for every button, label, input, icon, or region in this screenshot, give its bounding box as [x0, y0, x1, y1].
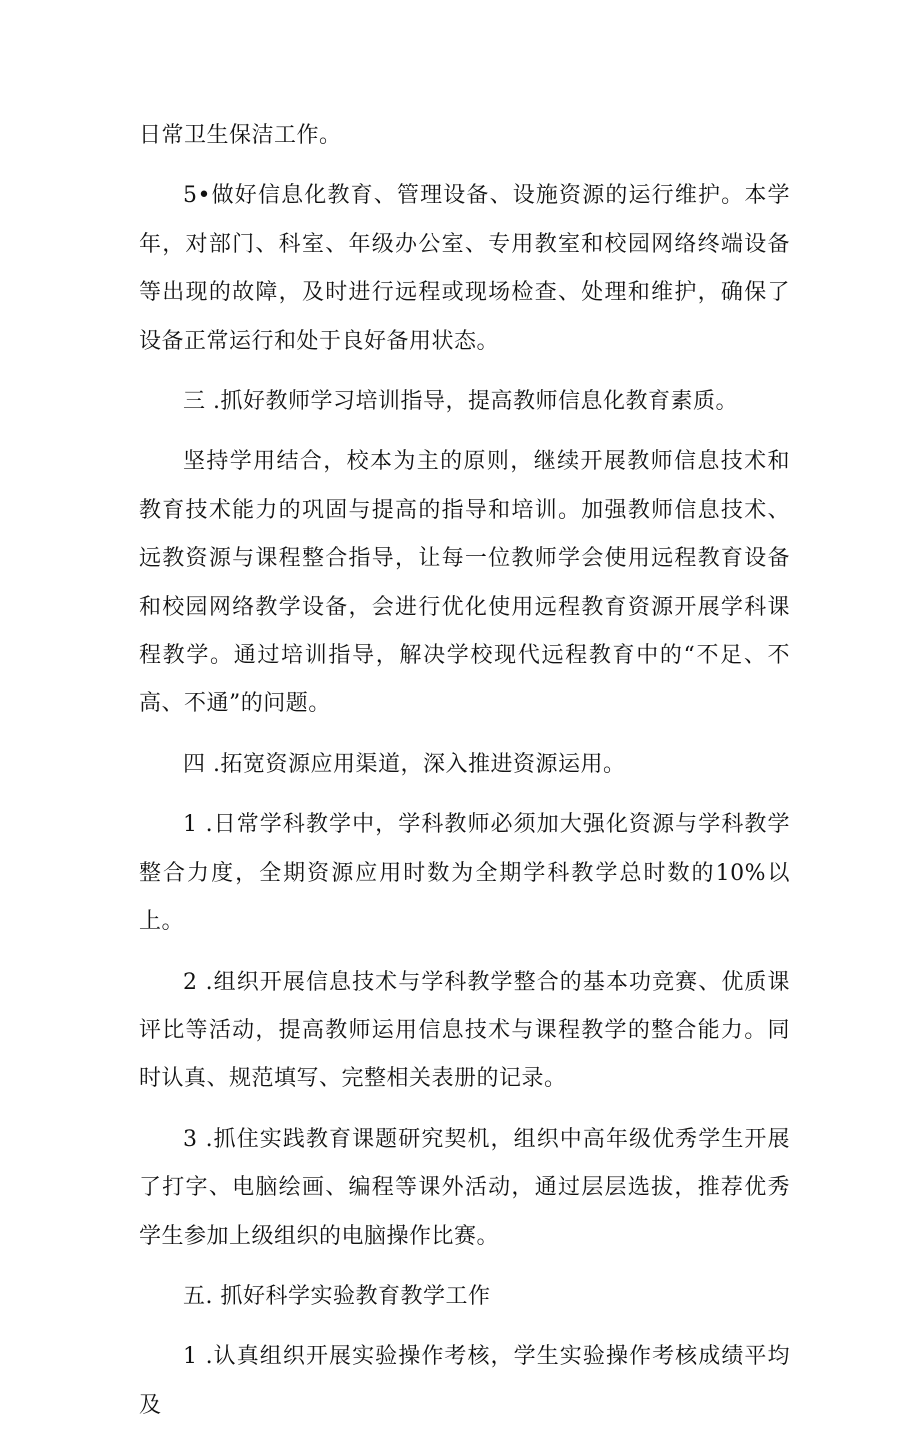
- paragraph-body: 坚持学用结合，校本为主的原则，继续开展教师信息技术和教育技术能力的巩固与提高的指导和培训。加强教师信息技术、远教资源与课程整合指导，让每一位教师学会使用远程教育设备和校园网络教学设备，会进行优化使用远程教育资源开展学科课程教学。通过培训指导，解决学校现代远程教育中的“不足、不高、不通”的问题。: [139, 449, 790, 717]
- paragraph-item-2: 2 .组织开展信息技术与学科教学整合的基本功竞赛、优质课评比等活动，提高教师运用信息技术与课程教学的整合能力。同时认真、规范填写、完整相关表册的记录。: [139, 969, 790, 1092]
- section-heading-4: 四 .拓宽资源应用渠道，深入推进资源运用。: [183, 751, 626, 777]
- paragraph-continuation: 日常卫生保洁工作。: [139, 123, 342, 148]
- section-heading-3: 三 .抓好教师学习培训指导，提高教师信息化教育素质。: [183, 389, 738, 415]
- paragraph-item-5: 5•做好信息化教育、管理设备、设施资源的运行维护。本学年，对部门、科室、年级办公室、专用教室和校园网络终端设备等出现的故障，及时进行远程或现场检查、处理和维护，确保了设备正常运行和处于良好备用状态。: [139, 183, 790, 354]
- paragraph-item-1-b: 1 .认真组织开展实验操作考核，学生实验操作考核成绩平均及: [139, 1344, 790, 1418]
- paragraph-item-1: 1 .日常学科教学中，学科教师必须加大强化资源与学科教学整合力度，全期资源应用时数为全期学科教学总时数的10%以上。: [139, 812, 790, 935]
- paragraph-item-3: 3 .抓住实践教育课题研究契机，组织中高年级优秀学生开展了打字、电脑绘画、编程等课外活动，通过层层选拔，推荐优秀学生参加上级组织的电脑操作比赛。: [139, 1126, 790, 1249]
- section-heading-5: 五. 抓好科学实验教育教学工作: [183, 1283, 491, 1309]
